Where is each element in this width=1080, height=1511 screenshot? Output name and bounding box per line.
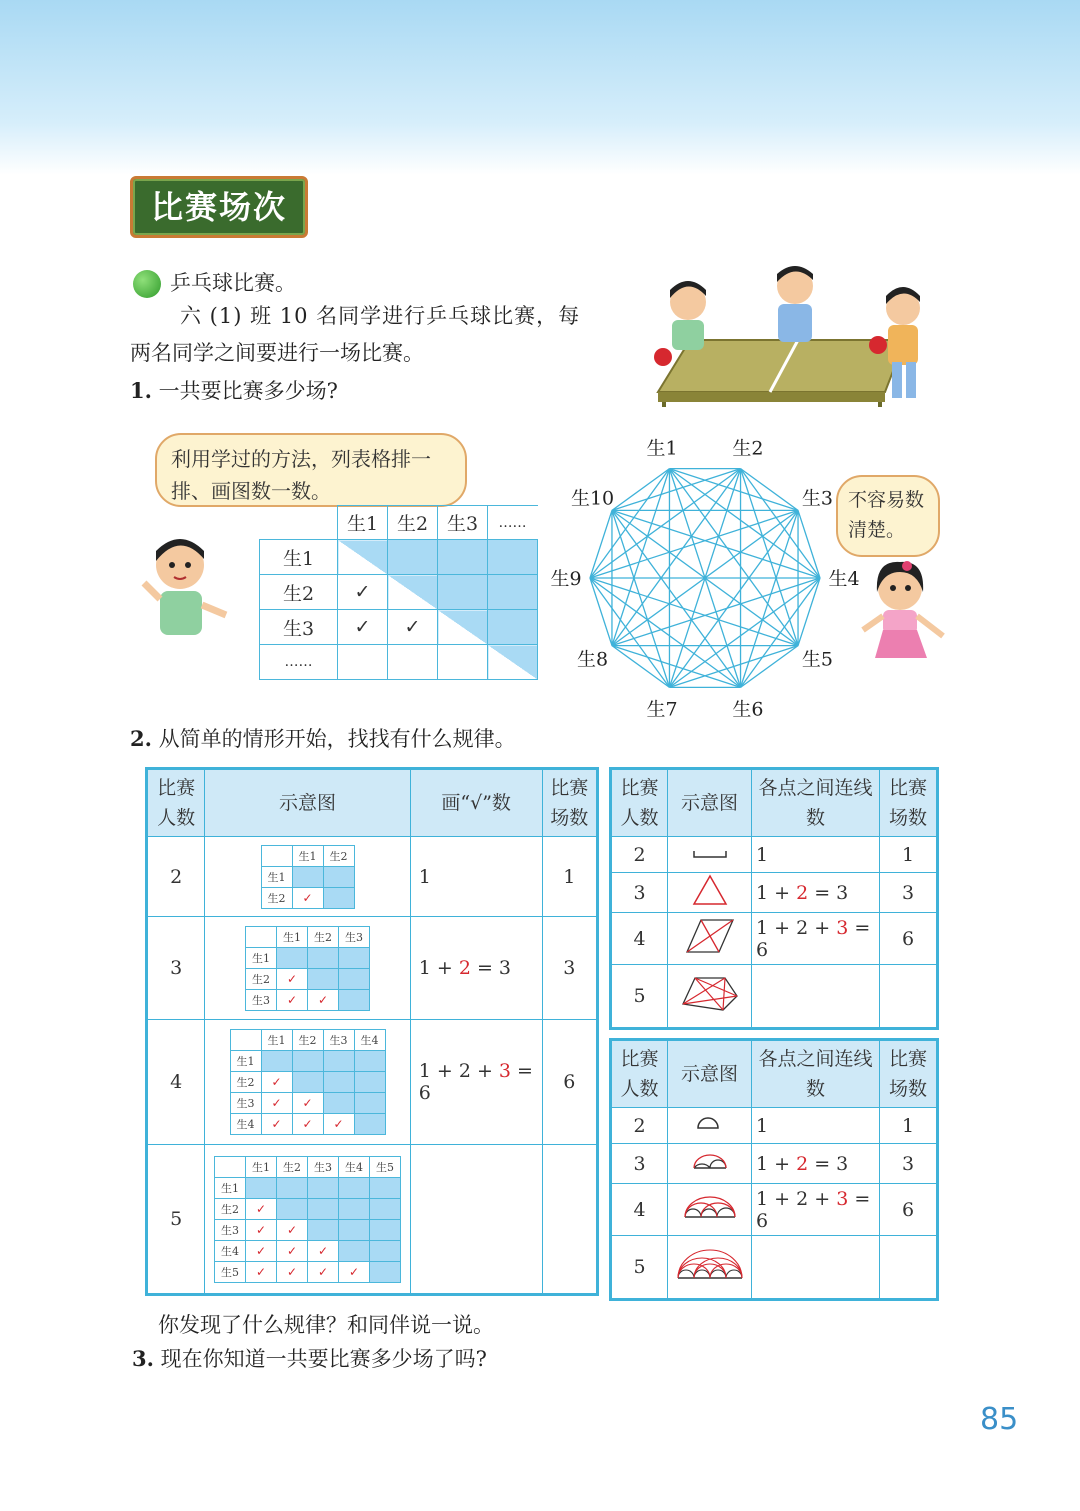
right-header-players: 比赛人数 bbox=[611, 769, 668, 837]
grid-diagonal-cell bbox=[338, 540, 388, 575]
grid-row-header: …… bbox=[260, 645, 338, 680]
players-count: 2 bbox=[611, 837, 668, 873]
question-2 bbox=[130, 724, 516, 754]
right-polygon-table bbox=[609, 767, 939, 1030]
matches-count: 3 bbox=[880, 1144, 938, 1184]
decagon-line bbox=[798, 578, 820, 646]
grid-row-header: 生2 bbox=[260, 575, 338, 610]
decagon-line bbox=[741, 646, 799, 688]
table-row bbox=[611, 1184, 938, 1236]
question-1 bbox=[130, 376, 338, 406]
line-formula: 1 bbox=[752, 837, 880, 873]
decagon-label: 生10 bbox=[570, 487, 615, 510]
arc-diagram-5 bbox=[668, 1236, 752, 1300]
grid-blue-cell bbox=[388, 540, 438, 575]
intro-line-2: 两名同学之间要进行一场比赛。 bbox=[130, 341, 424, 365]
decagon-line bbox=[612, 646, 741, 688]
girl-character-illustration bbox=[855, 558, 950, 668]
arc-header-diagram: 示意图 bbox=[668, 1040, 752, 1108]
green-dot-icon bbox=[133, 270, 161, 298]
grid-diagonal-cell bbox=[438, 610, 488, 645]
question-3-text: 现在你知道一共要比赛多少场了吗? bbox=[160, 1347, 487, 1371]
table-row bbox=[611, 965, 938, 1029]
decagon-line bbox=[612, 469, 670, 511]
decagon-label: 生5 bbox=[801, 648, 834, 671]
speech-bubble-right: 不容易数清楚。 bbox=[836, 475, 940, 557]
grid-diagonal-cell bbox=[488, 645, 538, 680]
grid-blue-cell bbox=[488, 540, 538, 575]
mini-grid-3: 生1 生2 生3 生1 生2 ✓ 生3 ✓ ✓ bbox=[245, 926, 370, 1011]
question-1-text: 一共要比赛多少场? bbox=[158, 379, 338, 403]
triangle-diagram bbox=[668, 873, 752, 913]
matches-count: 1 bbox=[880, 1108, 938, 1144]
mini-grid-5: 生1 生2 生3 生4 生5 生1 生2 ✓ 生3 ✓ ✓ 生4 ✓ ✓ ✓ 生5 ✓ ✓ ✓ ✓ bbox=[214, 1156, 401, 1283]
arc-header-players: 比赛人数 bbox=[611, 1040, 668, 1108]
players-count: 2 bbox=[611, 1108, 668, 1144]
check-formula: 1 bbox=[410, 837, 542, 917]
check-formula: 1 + 2 + 3 = 6 bbox=[410, 1020, 542, 1145]
decagon-label: 生9 bbox=[550, 568, 582, 590]
decagon-line bbox=[741, 469, 799, 511]
table-row bbox=[611, 1236, 938, 1300]
decagon-line bbox=[612, 646, 670, 688]
header-sky-band bbox=[0, 0, 1080, 175]
section-title-board bbox=[130, 176, 308, 238]
table-row bbox=[147, 1145, 598, 1295]
table-row bbox=[611, 873, 938, 913]
left-header-diagram: 示意图 bbox=[205, 769, 410, 837]
decagon-label: 生4 bbox=[828, 568, 860, 590]
left-pattern-table bbox=[145, 767, 599, 1296]
matches-count: 6 bbox=[880, 913, 938, 965]
arc-diagram-2 bbox=[668, 1108, 752, 1144]
players-count: 4 bbox=[147, 1020, 205, 1145]
table-row bbox=[147, 837, 598, 917]
line-formula-empty bbox=[752, 1236, 880, 1300]
grid-empty-cell bbox=[438, 645, 488, 680]
right-header-matches: 比赛场数 bbox=[880, 769, 938, 837]
mini-grid-cell bbox=[205, 1145, 410, 1295]
players-count: 3 bbox=[611, 873, 668, 913]
decagon-line bbox=[612, 510, 820, 578]
question-2-text: 从简单的情形开始，找找有什么规律。 bbox=[158, 727, 516, 751]
decagon-line bbox=[798, 510, 820, 578]
decagon-line bbox=[669, 646, 798, 688]
intro-heading: 乒乓球比赛。 bbox=[170, 271, 296, 295]
decagon-line bbox=[612, 469, 741, 511]
players-count: 5 bbox=[147, 1145, 205, 1295]
ping-pong-illustration bbox=[650, 262, 930, 407]
segment-diagram bbox=[668, 837, 752, 873]
line-formula: 1 + 2 + 3 = 6 bbox=[752, 1184, 880, 1236]
matches-count: 3 bbox=[542, 917, 597, 1020]
table-row bbox=[147, 917, 598, 1020]
line-formula-empty bbox=[752, 965, 880, 1029]
check-formula-empty bbox=[410, 1145, 542, 1295]
grid-check-cell: ✓ bbox=[388, 610, 438, 645]
right-header-diagram: 示意图 bbox=[668, 769, 752, 837]
line-formula: 1 + 2 + 3 = 6 bbox=[752, 913, 880, 965]
matches-count: 6 bbox=[880, 1184, 938, 1236]
grid-blue-cell bbox=[438, 575, 488, 610]
grid-diagonal-cell bbox=[388, 575, 438, 610]
mini-grid-2: 生1 生2 生1 生2 ✓ bbox=[261, 845, 355, 909]
boy-character-illustration bbox=[140, 535, 235, 650]
decagon-line bbox=[612, 578, 820, 646]
left-header-matches: 比赛场数 bbox=[542, 769, 597, 837]
players-count: 3 bbox=[147, 917, 205, 1020]
mini-grid-cell bbox=[205, 917, 410, 1020]
decagon-diagram bbox=[545, 437, 860, 721]
table-row bbox=[611, 837, 938, 873]
grid-empty-cell bbox=[388, 645, 438, 680]
check-formula: 1 + 2 = 3 bbox=[410, 917, 542, 1020]
decagon-line bbox=[590, 510, 612, 578]
line-formula: 1 + 2 = 3 bbox=[752, 1144, 880, 1184]
matches-count: 1 bbox=[880, 837, 938, 873]
arc-diagram-4 bbox=[668, 1184, 752, 1236]
decagon-line bbox=[590, 578, 798, 646]
question-3 bbox=[132, 1344, 487, 1374]
table-row bbox=[611, 1108, 938, 1144]
question-1-number: 1. bbox=[130, 378, 152, 403]
table-row bbox=[147, 1020, 598, 1145]
matches-count-empty bbox=[880, 1236, 938, 1300]
quadrilateral-diagram bbox=[668, 913, 752, 965]
grid-row-header: 生1 bbox=[260, 540, 338, 575]
decagon-label: 生7 bbox=[646, 698, 678, 721]
grid-col-header: 生1 bbox=[338, 506, 388, 540]
decagon-line bbox=[590, 510, 798, 578]
mini-grid-cell bbox=[205, 837, 410, 917]
check-grid-table bbox=[259, 505, 538, 680]
decagon-line bbox=[590, 578, 669, 687]
right-header-lines: 各点之间连线数 bbox=[752, 769, 880, 837]
grid-corner-cell bbox=[260, 506, 338, 540]
table-row bbox=[611, 1144, 938, 1184]
matches-count: 3 bbox=[880, 873, 938, 913]
page-number: 85 bbox=[980, 1402, 1019, 1437]
line-formula: 1 + 2 = 3 bbox=[752, 873, 880, 913]
left-header-checks: 画“√”数 bbox=[410, 769, 542, 837]
mini-grid-cell bbox=[205, 1020, 410, 1145]
grid-check-cell: ✓ bbox=[338, 610, 388, 645]
grid-blue-cell bbox=[438, 540, 488, 575]
arc-header-lines: 各点之间连线数 bbox=[752, 1040, 880, 1108]
players-count: 4 bbox=[611, 1184, 668, 1236]
grid-col-header: 生2 bbox=[388, 506, 438, 540]
intro-line-1: 六 (1) 班 10 名同学进行乒乓球比赛，每 bbox=[180, 304, 581, 328]
decagon-label: 生8 bbox=[576, 648, 609, 671]
grid-check-cell: ✓ bbox=[338, 575, 388, 610]
arc-diagram-3 bbox=[668, 1144, 752, 1184]
players-count: 2 bbox=[147, 837, 205, 917]
grid-empty-cell bbox=[338, 645, 388, 680]
section-title: 比赛场次 bbox=[150, 188, 287, 226]
grid-col-header: …… bbox=[488, 506, 538, 540]
matches-count: 1 bbox=[542, 837, 597, 917]
decagon-line bbox=[612, 510, 741, 687]
decagon-label: 生2 bbox=[732, 437, 764, 460]
decagon-line bbox=[590, 578, 612, 646]
question-2-number: 2. bbox=[130, 726, 152, 751]
decagon-label: 生6 bbox=[732, 698, 764, 721]
decagon-label: 生1 bbox=[646, 437, 678, 460]
players-count: 5 bbox=[611, 1236, 668, 1300]
decagon-edges bbox=[590, 469, 820, 688]
discover-prompt: 你发现了什么规律？和同伴说一说。 bbox=[158, 1313, 494, 1337]
decagon-label: 生3 bbox=[801, 487, 834, 510]
arc-header-matches: 比赛场数 bbox=[880, 1040, 938, 1108]
left-header-players: 比赛人数 bbox=[147, 769, 205, 837]
line-formula: 1 bbox=[752, 1108, 880, 1144]
matches-count-empty bbox=[542, 1145, 597, 1295]
matches-count-empty bbox=[880, 965, 938, 1029]
decagon-line bbox=[612, 510, 670, 687]
speech-bubble-left: 利用学过的方法，列表格排一排、画图数一数。 bbox=[155, 433, 467, 507]
grid-col-header: 生3 bbox=[438, 506, 488, 540]
grid-blue-cell bbox=[488, 610, 538, 645]
right-arc-table bbox=[609, 1038, 939, 1301]
grid-blue-cell bbox=[488, 575, 538, 610]
mini-grid-4: 生1 生2 生3 生4 生1 生2 ✓ 生3 ✓ ✓ 生4 ✓ ✓ ✓ bbox=[230, 1029, 386, 1135]
pentagon-diagram bbox=[668, 965, 752, 1029]
table-row bbox=[611, 913, 938, 965]
grid-row-header: 生3 bbox=[260, 610, 338, 645]
players-count: 5 bbox=[611, 965, 668, 1029]
question-3-number: 3. bbox=[132, 1346, 154, 1371]
matches-count: 6 bbox=[542, 1020, 597, 1145]
players-count: 4 bbox=[611, 913, 668, 965]
players-count: 3 bbox=[611, 1144, 668, 1184]
